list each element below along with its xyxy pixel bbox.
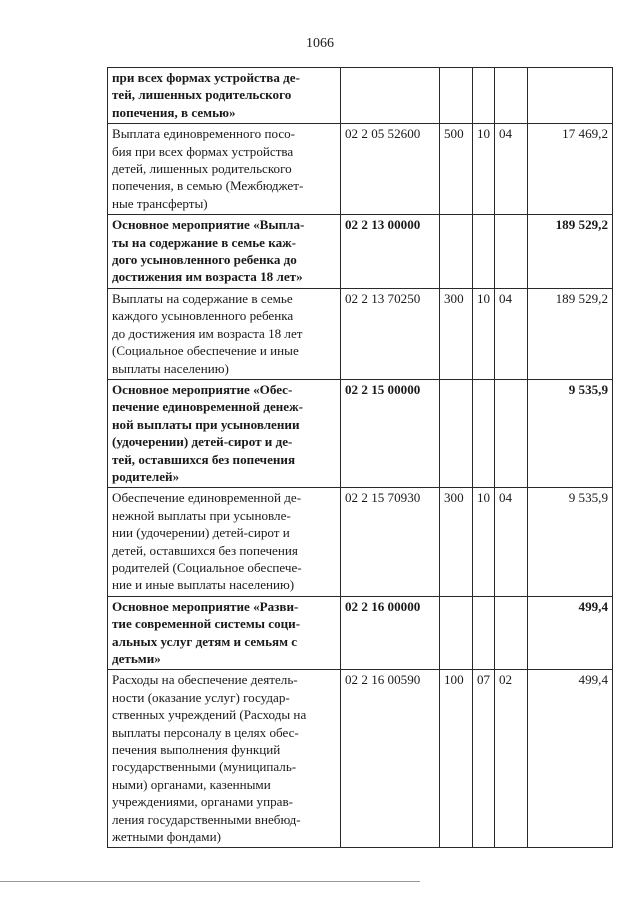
- amount-cell: [528, 68, 613, 124]
- item-name-cell: Основное мероприятие «Разви- тие современной системы соци- альных услуг детям и семьям с детьми»: [108, 596, 341, 670]
- expense-type-code-cell: 500: [440, 124, 473, 215]
- target-article-code-cell: 02 2 16 00590: [341, 670, 440, 848]
- subsection-code-cell: 04: [495, 124, 528, 215]
- program-event-row: [108, 596, 613, 670]
- budget-line-row: [108, 670, 613, 848]
- page-bottom-rule: [0, 881, 420, 882]
- amount-cell: 499,4: [528, 670, 613, 848]
- item-name-cell: при всех формах устройства де- тей, лишенных родительского попечения, в семью»: [108, 68, 341, 124]
- section-code-cell: 07: [473, 670, 495, 848]
- program-event-row: [108, 379, 613, 487]
- subsection-code-cell: [495, 68, 528, 124]
- expense-type-code-cell: 300: [440, 488, 473, 596]
- program-event-row: [108, 215, 613, 289]
- target-article-code-cell: 02 2 16 00000: [341, 596, 440, 670]
- target-article-code-cell: [341, 68, 440, 124]
- section-code-cell: [473, 379, 495, 487]
- expense-type-code-cell: [440, 68, 473, 124]
- budget-line-row: [108, 488, 613, 596]
- target-article-code-cell: 02 2 15 00000: [341, 379, 440, 487]
- section-code-cell: 10: [473, 488, 495, 596]
- amount-cell: 499,4: [528, 596, 613, 670]
- section-code-cell: [473, 596, 495, 670]
- expense-type-code-cell: [440, 379, 473, 487]
- budget-table: [107, 67, 613, 848]
- section-code-cell: [473, 68, 495, 124]
- subsection-code-cell: 04: [495, 288, 528, 379]
- expense-type-code-cell: 300: [440, 288, 473, 379]
- subsection-code-cell: 04: [495, 488, 528, 596]
- expense-type-code-cell: [440, 596, 473, 670]
- target-article-code-cell: 02 2 13 00000: [341, 215, 440, 289]
- budget-line-row: [108, 124, 613, 215]
- amount-cell: 189 529,2: [528, 288, 613, 379]
- target-article-code-cell: 02 2 13 70250: [341, 288, 440, 379]
- item-name-cell: Расходы на обеспечение деятель- ности (оказание услуг) государ- ственных учреждений (Расходы на выплаты персоналу в целях обес- печения выполнения функций государственными (муниципаль- ными) органами, казенными учреждениями, органами управ- ления государственными внебюд- жетными фондами): [108, 670, 341, 848]
- item-name-cell: Выплата единовременного посо- бия при всех формах устройства детей, лишенных родительского попечения, в семью (Межбюджет- ные трансферты): [108, 124, 341, 215]
- subsection-code-cell: [495, 596, 528, 670]
- item-name-cell: Выплаты на содержание в семье каждого усыновленного ребенка до достижения им возраста 18 лет (Социальное обеспечение и иные выплаты населению): [108, 288, 341, 379]
- expense-type-code-cell: 100: [440, 670, 473, 848]
- section-code-cell: 10: [473, 288, 495, 379]
- page-number: 1066: [306, 36, 334, 51]
- amount-cell: 9 535,9: [528, 488, 613, 596]
- subsection-code-cell: [495, 215, 528, 289]
- amount-cell: 189 529,2: [528, 215, 613, 289]
- item-name-cell: Основное мероприятие «Обес- печение единовременной денеж- ной выплаты при усыновлении (удочерении) детей-сирот и де- тей, оставшихся без попечения родителей»: [108, 379, 341, 487]
- program-event-row: [108, 68, 613, 124]
- section-code-cell: [473, 215, 495, 289]
- budget-table-body: [108, 68, 613, 848]
- amount-cell: 17 469,2: [528, 124, 613, 215]
- subsection-code-cell: 02: [495, 670, 528, 848]
- expense-type-code-cell: [440, 215, 473, 289]
- item-name-cell: Основное мероприятие «Выпла- ты на содержание в семье каж- дого усыновленного ребенка до достижения им возраста 18 лет»: [108, 215, 341, 289]
- subsection-code-cell: [495, 379, 528, 487]
- target-article-code-cell: 02 2 15 70930: [341, 488, 440, 596]
- amount-cell: 9 535,9: [528, 379, 613, 487]
- budget-line-row: [108, 288, 613, 379]
- section-code-cell: 10: [473, 124, 495, 215]
- target-article-code-cell: 02 2 05 52600: [341, 124, 440, 215]
- item-name-cell: Обеспечение единовременной де- нежной выплаты при усыновле- нии (удочерении) детей-сирот и детей, оставшихся без попечения родителей (Социальное обеспече- ние и иные выплаты населению): [108, 488, 341, 596]
